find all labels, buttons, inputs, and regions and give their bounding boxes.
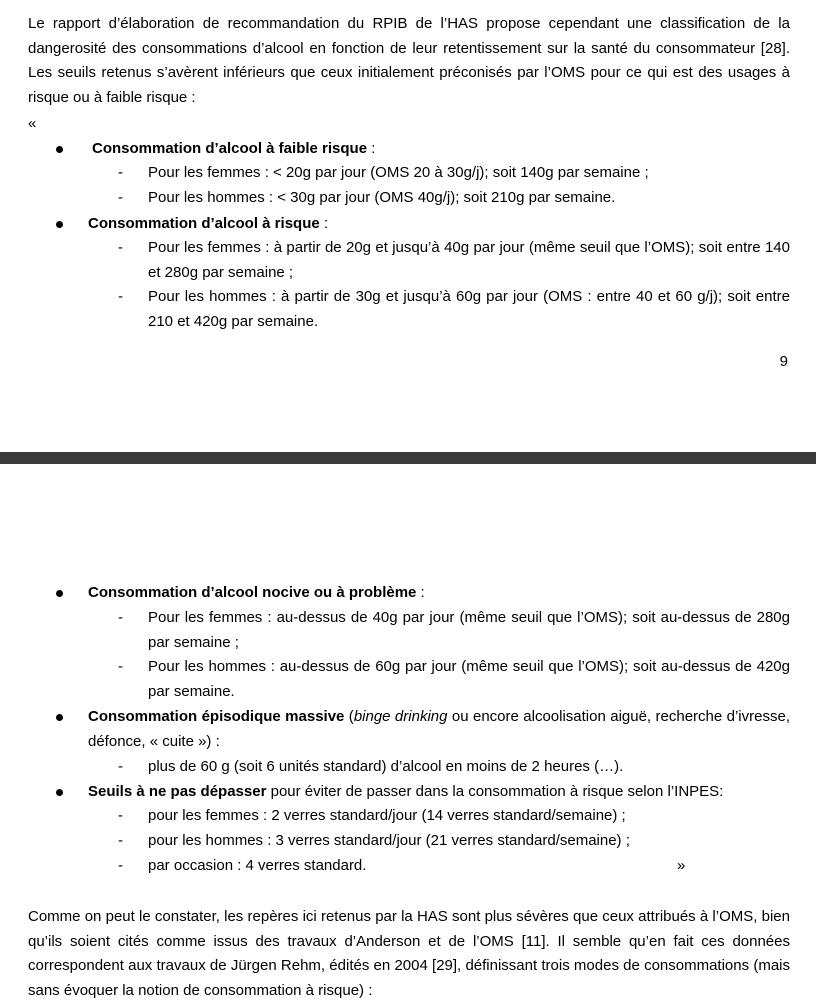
dash-icon: - xyxy=(118,239,123,256)
bullet-harmful xyxy=(56,581,790,606)
dash-icon: - xyxy=(118,857,123,874)
bullet-dot-icon xyxy=(56,789,63,796)
list-item xyxy=(118,236,790,285)
bullet-suffix: pour éviter de passer dans la consommation à risque selon l’INPES: xyxy=(266,783,724,800)
list-item-text: pour les hommes : 3 verres standard/jour (21 verres standard/semaine) ; xyxy=(148,832,630,849)
document-page-2 xyxy=(0,464,816,1002)
bullet-paren: ( xyxy=(344,708,354,725)
dash-icon: - xyxy=(118,189,123,206)
dash-icon: - xyxy=(118,807,123,824)
list-item-text: Pour les femmes : à partir de 20g et jusqu’à 40g par jour (même seuil que l’OMS); soit entre 140 et 280g par semaine ; xyxy=(148,239,790,281)
bullet-title: Consommation épisodique massive xyxy=(88,708,345,725)
dash-icon: - xyxy=(118,758,123,775)
closing-quote: » xyxy=(677,857,686,874)
bullet-title: Consommation d’alcool nocive ou à problème xyxy=(88,584,417,601)
dash-icon: - xyxy=(118,609,123,626)
dash-icon: - xyxy=(118,832,123,849)
bullet-dot-icon xyxy=(56,146,63,153)
conclusion-paragraph: Comme on peut le constater, les repères ici retenus par la HAS sont plus sévères que ceux attribués à l’OMS, bien qu’ils soient cités comme issus des travaux d’Anderson et de l’OMS [11]. Il semble qu’en fait ces données correspondent aux travaux de Jürgen Rehm, édités en 2004 [29], définissant trois modes de consommations (mais sans évoquer la notion de consommation à risque) : xyxy=(28,908,790,999)
list-item-text: pour les femmes : 2 verres standard/jour (14 verres standard/semaine) ; xyxy=(148,807,626,824)
bullet-title: Seuils à ne pas dépasser xyxy=(88,783,267,800)
page-number: 9 xyxy=(779,353,788,370)
list-item xyxy=(118,606,790,655)
list-item xyxy=(118,755,790,780)
dash-icon: - xyxy=(118,658,123,675)
intro-paragraph: Le rapport d’élaboration de recommandation du RPIB de l’HAS propose cependant une classification de la dangerosité des consommations d’alcool en fonction de leur retentissement sur la santé du consommateur [28]. Les seuils retenus s’avèrent inférieurs que ceux initialement préconisés par l’OMS pour ce qui est des usages à risque ou à faible risque : xyxy=(28,15,790,106)
bullet-title: Consommation d’alcool à risque xyxy=(88,215,320,232)
bullet-dot-icon xyxy=(56,714,63,721)
bullet-title: Consommation d’alcool à faible risque xyxy=(92,140,368,157)
bullet-suffix: : xyxy=(367,140,376,157)
bullet-dot-icon xyxy=(56,590,63,597)
list-item-text: Pour les femmes : au-dessus de 40g par jour (même seuil que l’OMS); soit au-dessus de 280g par semaine ; xyxy=(148,609,790,651)
list-item-text: par occasion : 4 verres standard. xyxy=(148,857,367,874)
list-item xyxy=(118,804,790,829)
list-item-text: plus de 60 g (soit 6 unités standard) d’alcool en moins de 2 heures (…). xyxy=(148,758,624,775)
list-item-text: Pour les hommes : à partir de 30g et jusqu’à 60g par jour (OMS : entre 40 et 60 g/j); soit entre 210 et 420g par semaine. xyxy=(148,288,790,330)
opening-quote: « xyxy=(28,115,37,132)
bullet-italic: binge drinking xyxy=(353,708,448,725)
dash-icon: - xyxy=(118,288,123,305)
page-divider xyxy=(0,452,816,464)
bullet-suffix: : xyxy=(319,215,329,232)
list-item xyxy=(118,854,790,879)
bullet-dot-icon xyxy=(56,221,63,228)
bullet-binge xyxy=(56,705,790,754)
list-item xyxy=(118,829,790,854)
list-item xyxy=(118,186,790,211)
list-item xyxy=(118,655,790,704)
list-item xyxy=(118,285,790,334)
document-page-1 xyxy=(0,0,816,452)
bullet-thresholds xyxy=(56,780,790,805)
list-item-text: Pour les hommes : < 30g par jour (OMS 40g/j); soit 210g par semaine. xyxy=(148,189,616,206)
bullet-at-risk xyxy=(56,212,790,237)
list-item xyxy=(118,161,790,186)
list-item-text: Pour les femmes : < 20g par jour (OMS 20 à 30g/j); soit 140g par semaine ; xyxy=(148,164,649,181)
dash-icon: - xyxy=(118,164,123,181)
bullet-low-risk xyxy=(56,137,790,162)
bullet-suffix: ou encore alcoolisation aiguë, recherche d’ivresse, défonce, « cuite ») : xyxy=(88,708,790,750)
list-item-text: Pour les hommes : au-dessus de 60g par jour (même seuil que l’OMS); soit au-dessus de 420g par semaine. xyxy=(148,658,790,700)
bullet-suffix: : xyxy=(416,584,425,601)
